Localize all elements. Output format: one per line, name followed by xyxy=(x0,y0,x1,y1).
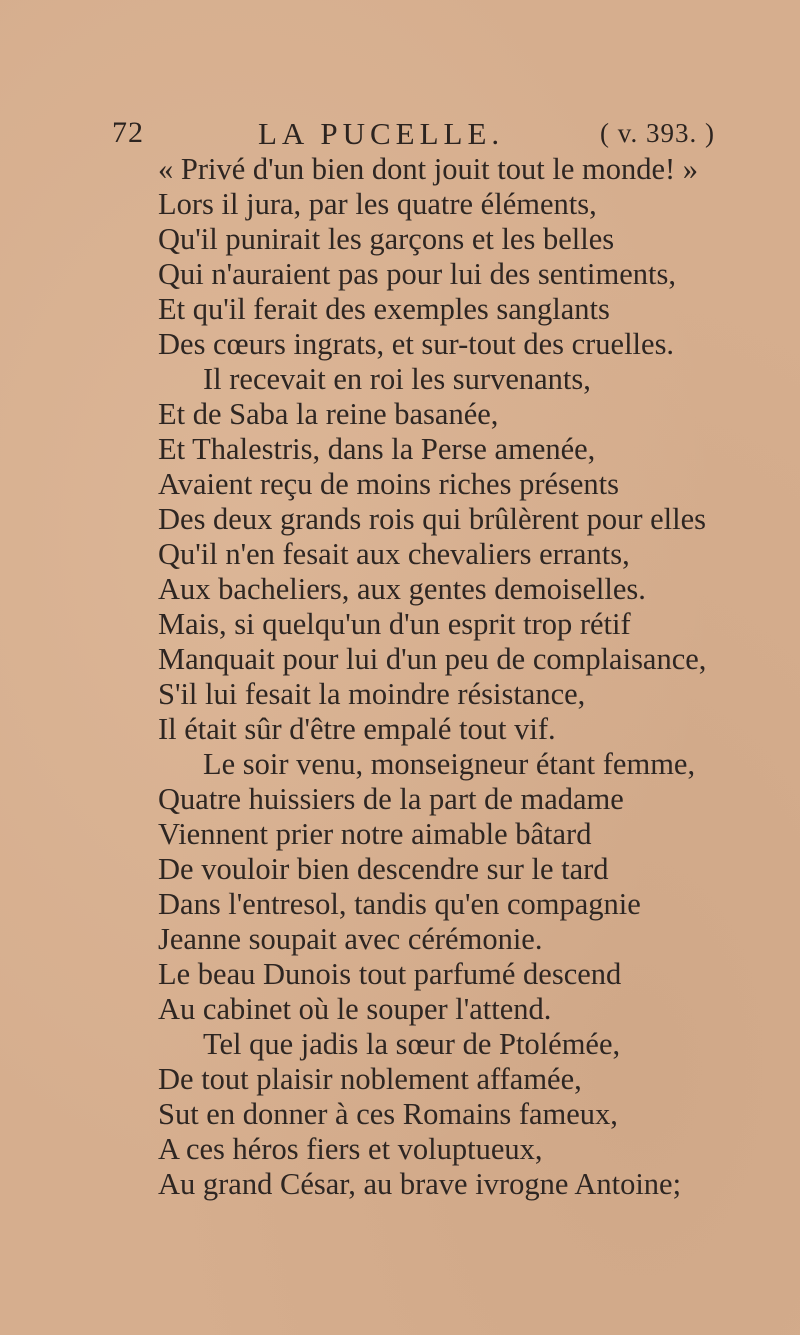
verse-line: Le beau Dunois tout parfumé descend xyxy=(158,957,622,991)
verse-line: Au cabinet où le souper l'attend. xyxy=(158,992,552,1026)
verse-line: Mais, si quelqu'un d'un esprit trop rétif xyxy=(158,607,631,641)
verse-reference: ( v. 393. ) xyxy=(600,118,715,148)
verse-line: Lors il jura, par les quatre éléments, xyxy=(158,187,597,221)
verse-line: Et de Saba la reine basanée, xyxy=(158,397,499,431)
verse-line: Avaient reçu de moins riches présents xyxy=(158,467,620,501)
verse-line: Il recevait en roi les survenants, xyxy=(203,362,591,396)
verse-line: Des deux grands rois qui brûlèrent pour elles xyxy=(158,502,707,536)
verse-line: Qu'il n'en fesait aux chevaliers errants, xyxy=(158,537,630,571)
verse-line: Il était sûr d'être empalé tout vif. xyxy=(158,712,556,746)
verse-line: S'il lui fesait la moindre résistance, xyxy=(158,677,586,711)
verse-line: De vouloir bien descendre sur le tard xyxy=(158,852,609,886)
verse-line: Jeanne soupait avec cérémonie. xyxy=(158,922,543,956)
verse-line: Dans l'entresol, tandis qu'en compagnie xyxy=(158,887,641,921)
verse-line: Qui n'auraient pas pour lui des sentiments, xyxy=(158,257,676,291)
verse-line: « Privé d'un bien dont jouit tout le monde! » xyxy=(158,152,699,186)
verse-line: Viennent prier notre aimable bâtard xyxy=(158,817,592,851)
verse-line: Et qu'il ferait des exemples sanglants xyxy=(158,292,610,326)
verse-line: A ces héros fiers et voluptueux, xyxy=(158,1132,543,1166)
verse-line: Sut en donner à ces Romains fameux, xyxy=(158,1097,618,1131)
verse-line: Des cœurs ingrats, et sur-tout des cruelles. xyxy=(158,327,675,361)
verse-line: Manquait pour lui d'un peu de complaisance, xyxy=(158,642,707,676)
page-number: 72 xyxy=(112,116,144,149)
verse-line: Quatre huissiers de la part de madame xyxy=(158,782,624,816)
verse-line: Le soir venu, monseigneur étant femme, xyxy=(203,747,696,781)
verse-line: Et Thalestris, dans la Perse amenée, xyxy=(158,432,596,466)
verse-line: De tout plaisir noblement affamée, xyxy=(158,1062,582,1096)
verse-line: Qu'il punirait les garçons et les belles xyxy=(158,222,615,256)
verse-line: Tel que jadis la sœur de Ptolémée, xyxy=(203,1027,621,1061)
verse-line: Au grand César, au brave ivrogne Antoine; xyxy=(158,1167,682,1201)
verse-line: Aux bacheliers, aux gentes demoiselles. xyxy=(158,572,646,606)
running-title: LA PUCELLE. xyxy=(258,116,505,151)
